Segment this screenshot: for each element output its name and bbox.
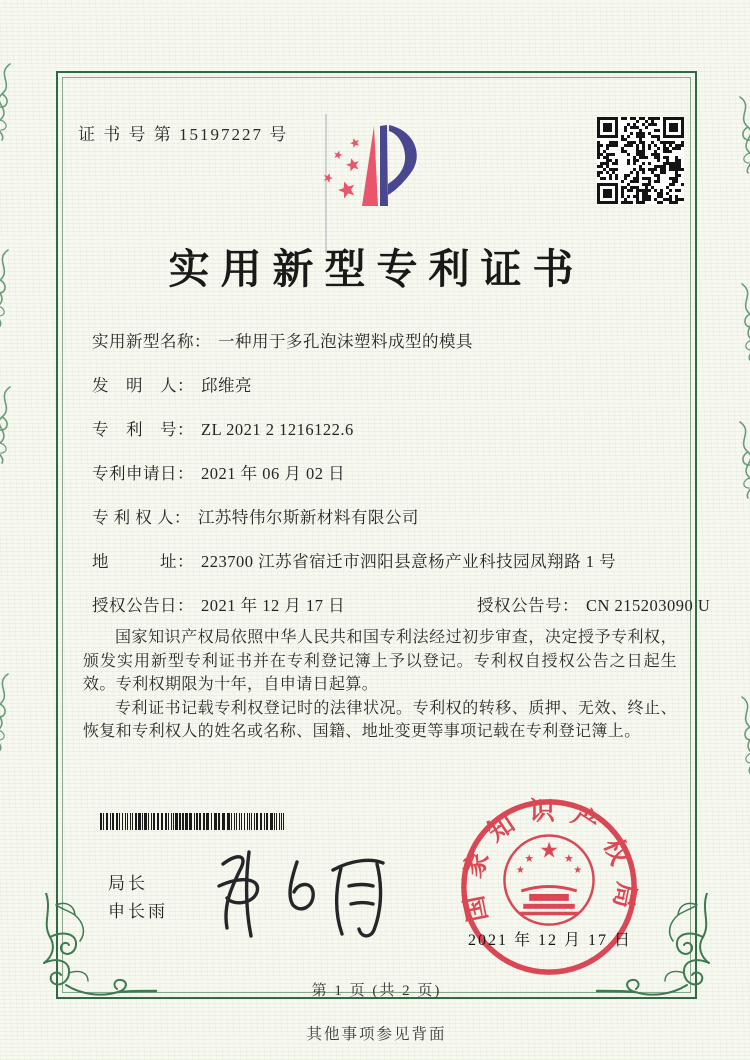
edge-flourish-icon — [0, 672, 14, 752]
seal-date: 2021 年 12 月 17 日 — [468, 932, 633, 949]
edge-flourish-icon — [0, 385, 16, 465]
field-value: 2021 年 06 月 02 日 — [201, 464, 346, 483]
barcode — [100, 813, 292, 830]
field-value: 邱维亮 — [201, 376, 252, 395]
field-label: 专利申请日： — [92, 464, 194, 483]
field-value: 江苏特伟尔斯新材料有限公司 — [197, 508, 419, 527]
field-value: 223700 江苏省宿迁市泗阳县意杨产业科技园凤翔路 1 号 — [201, 552, 617, 571]
national-emblem-icon — [504, 836, 593, 925]
field-row-address — [92, 548, 616, 572]
field-value: 一种用于多孔泡沫塑料成型的模具 — [218, 332, 473, 351]
field-label: 专 利 权 人： — [92, 508, 191, 527]
svg-text:★: ★ — [524, 853, 535, 866]
certificate-number: 证 书 号 第 15197227 号 — [78, 125, 289, 144]
official-seal-icon — [450, 788, 648, 986]
legal-text — [83, 626, 677, 744]
field-row-patentee — [92, 504, 419, 528]
legal-paragraph-2: 专利证书记载专利权登记时的法律状况。专利权的转移、质押、无效、终止、恢复和专利权人的姓名或名称、国籍、地址变更等事项记载在专利登记簿上。 — [83, 699, 677, 740]
field-row-name — [92, 328, 473, 352]
svg-text:★: ★ — [515, 865, 525, 877]
svg-text:★: ★ — [539, 838, 559, 863]
svg-text:★: ★ — [563, 853, 574, 866]
signature-icon — [185, 848, 425, 940]
edge-flourish-icon — [734, 95, 750, 175]
field-row-grant — [92, 592, 711, 616]
director-name: 申长雨 — [108, 902, 168, 921]
field-row-patent-no — [92, 416, 354, 440]
certificate-title: 实用新型专利证书 — [168, 246, 585, 292]
grant-number-pair — [477, 592, 710, 616]
edge-flourish-icon — [736, 695, 750, 775]
field-label: 专 利 号： — [92, 420, 194, 439]
field-label: 授权公告日： — [92, 596, 194, 615]
field-row-filing-date — [92, 460, 345, 484]
page-number: 第 1 页 (共 2 页) — [311, 983, 442, 999]
field-value: ZL 2021 2 1216122.6 — [201, 420, 354, 439]
field-label: 实用新型名称： — [92, 332, 211, 351]
director-title: 局长 — [108, 874, 148, 893]
field-label: 授权公告号： — [477, 596, 579, 615]
legal-paragraph-1: 国家知识产权局依照中华人民共和国专利法经过初步审查，决定授予专利权，颁发实用新型专利证书并在专利登记簿上予以登记。专利权自授权公告之日起生效。专利权期限为十年，自申请日起算。 — [83, 629, 677, 693]
edge-flourish-icon — [0, 248, 14, 328]
field-value: CN 215203090 U — [586, 596, 711, 615]
field-value: 2021 年 12 月 17 日 — [201, 596, 346, 615]
back-note: 其他事项参见背面 — [306, 1026, 447, 1043]
svg-text:★: ★ — [573, 865, 583, 877]
edge-flourish-icon — [0, 62, 16, 142]
field-row-inventor — [92, 372, 252, 396]
edge-flourish-icon — [736, 282, 750, 362]
edge-flourish-icon — [734, 420, 750, 500]
field-label: 发 明 人： — [92, 376, 194, 395]
seal-text: 国家知识产权局 — [456, 796, 642, 925]
field-label: 地 址： — [92, 552, 194, 571]
qr-code — [597, 117, 684, 204]
